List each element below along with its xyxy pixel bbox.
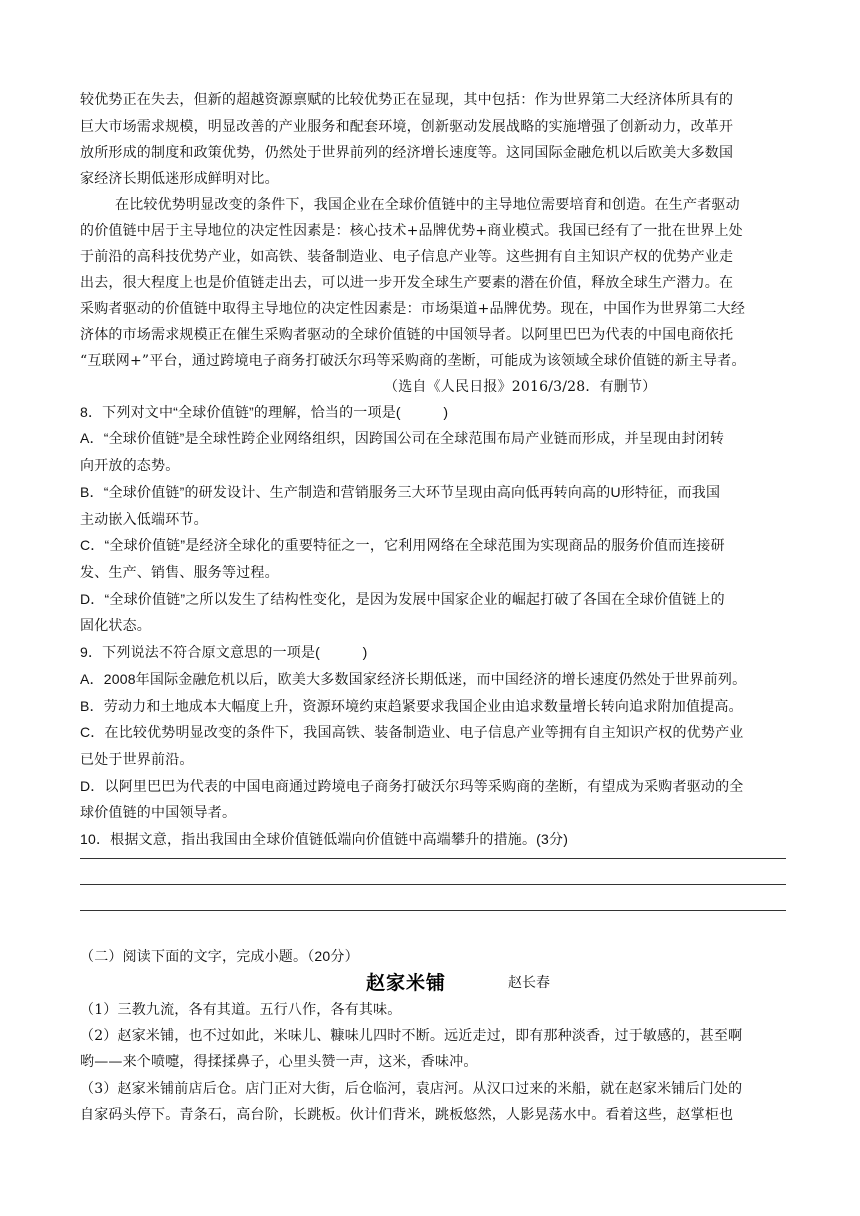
story-paragraph-2-cont: 哟——来个喷嚏，得揉揉鼻子，心里头赞一声，这米，香味冲。 bbox=[80, 1054, 478, 1070]
question-8-option-a-cont: 向开放的态势。 bbox=[80, 457, 180, 473]
question-8-option-b: B．“全球价值链”的研发设计、生产制造和营销服务三大环节呈现由高向低再转向高的U形特征，而我国 bbox=[80, 484, 721, 500]
question-9-stem: 9．下列说法不符合原文意思的一项是( ) bbox=[80, 644, 368, 660]
question-9-option-c-cont: 已处于世界前沿。 bbox=[80, 751, 194, 767]
question-8-option-c-cont: 发、生产、销售、服务等过程。 bbox=[80, 564, 279, 580]
question-8-stem: 8．下列对文中“全球价值链”的理解，恰当的一项是( ) bbox=[80, 404, 449, 420]
story-paragraph-2: （2）赵家米铺，也不过如此，米味儿、糠味儿四时不断。远近走过，即有那种淡香，过于敏感的，甚至啊 bbox=[80, 1028, 743, 1044]
passage-line: 巨大市场需求规模，明显改善的产业服务和配套环境，创新驱动发展战略的实施增强了创新动力，改革开 bbox=[80, 119, 734, 135]
passage-line: 家经济长期低迷形成鲜明对比。 bbox=[80, 171, 279, 187]
passage-line: 较优势正在失去，但新的超越资源禀赋的比较优势正在显现，其中包括：作为世界第二大经济体所具有的 bbox=[80, 92, 734, 108]
question-8-option-a: A．“全球价值链”是全球性跨企业网络组织，因跨国公司在全球范围布局产业链而形成，并呈现由封闭转 bbox=[80, 430, 725, 446]
source-citation: （选自《人民日报》2016/3/28．有删节） bbox=[384, 379, 657, 395]
story-author: 赵长春 bbox=[508, 975, 550, 991]
passage-line: 济体的市场需求规模正在催生采购者驱动的全球价值链的中国领导者。以阿里巴巴为代表的中国电商依托 bbox=[80, 327, 734, 343]
passage-line: 的价值链中居于主导地位的决定性因素是：核心技术+品牌优势+商业模式。我国已经有了一批在世界上处 bbox=[80, 223, 743, 239]
question-9-option-d: D．以阿里巴巴为代表的中国电商通过跨境电子商务打破沃尔玛等采购商的垄断，有望成为采购者驱动的全 bbox=[80, 778, 744, 794]
passage-line: “互联网+”平台，通过跨境电子商务打破沃尔玛等采购商的垄断，可能成为该领域全球价值链的新主导者。 bbox=[80, 353, 746, 369]
question-9-option-a: A．2008年国际金融危机以后，欧美大多数国家经济长期低迷，而中国经济的增长速度仍然处于世界前列。 bbox=[80, 671, 747, 687]
question-9-option-d-cont: 球价值链的中国领导者。 bbox=[80, 804, 237, 820]
story-title: 赵家米铺 bbox=[366, 972, 447, 994]
passage-line: 出去，很大程度上也是价值链走出去，可以进一步开发全球生产要素的潜在价值，释放全球生产潜力。在 bbox=[80, 275, 734, 291]
answer-line[interactable] bbox=[80, 884, 786, 885]
passage-line: 于前沿的高科技优势产业，如高铁、装备制造业、电子信息产业等。这些拥有自主知识产权的优势产业走 bbox=[80, 249, 734, 265]
question-9-option-c: C．在比较优势明显改变的条件下，我国高铁、装备制造业、电子信息产业等拥有自主知识产权的优势产业 bbox=[80, 724, 744, 740]
passage-line: 采购者驱动的价值链中取得主导地位的决定性因素是：市场渠道+品牌优势。现在，中国作为世界第二大经 bbox=[80, 301, 746, 317]
question-8-option-d-cont: 固化状态。 bbox=[80, 617, 151, 633]
story-paragraph-3: （3）赵家米铺前店后仓。店门正对大街，后仓临河，袁店河。从汉口过来的米船，就在赵家米铺后门处的 bbox=[80, 1081, 743, 1097]
story-paragraph-1: （1）三教九流，各有其道。五行八作，各有其味。 bbox=[80, 1002, 402, 1018]
answer-line[interactable] bbox=[80, 858, 786, 859]
passage-line: 在比较优势明显改变的条件下，我国企业在全球价值链中的主导地位需要培育和创造。在生产者驱动 bbox=[115, 197, 740, 213]
passage-line: 放所形成的制度和政策优势，仍然处于世界前列的经济增长速度等。这同国际金融危机以后欧美大多数国 bbox=[80, 145, 734, 161]
question-8-option-d: D．“全球价值链”之所以发生了结构性变化，是因为发展中国家企业的崛起打破了各国在全球价值链上的 bbox=[80, 591, 725, 607]
answer-line[interactable] bbox=[80, 910, 786, 911]
question-8-option-c: C．“全球价值链”是经济全球化的重要特征之一，它利用网络在全球范围为实现商品的服务价值而连接研 bbox=[80, 537, 725, 553]
section-2-heading: （二）阅读下面的文字，完成小题。（20分） bbox=[80, 948, 359, 964]
story-paragraph-3-cont: 自家码头停下。青条石，高台阶，长跳板。伙计们背米，跳板悠然，人影晃荡水中。看着这些，赵掌柜也 bbox=[80, 1107, 734, 1123]
question-10-stem: 10．根据文意，指出我国由全球价值链低端向价值链中高端攀升的措施。(3分) bbox=[80, 831, 569, 847]
question-8-option-b-cont: 主动嵌入低端环节。 bbox=[80, 511, 208, 527]
question-9-option-b: B．劳动力和土地成本大幅度上升，资源环境约束趋紧要求我国企业由追求数量增长转向追求附加值提高。 bbox=[80, 698, 743, 714]
